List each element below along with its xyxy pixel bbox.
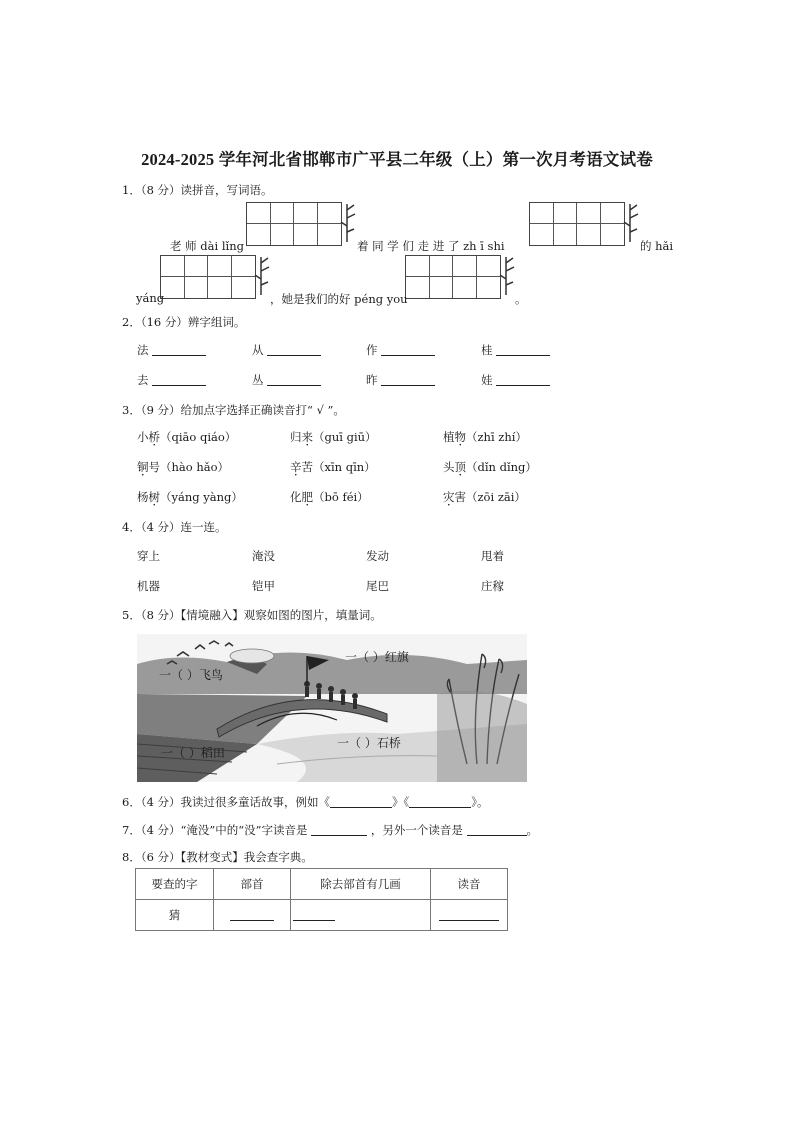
page-title: 2024-2025 学年河北省邯郸市广平县二年级（上）第一次月考语文试卷 — [141, 150, 653, 169]
table-header: 部首 — [214, 869, 291, 900]
q2-char: 法 — [137, 342, 206, 358]
q6-blank-1[interactable] — [330, 806, 392, 808]
question-1-line1-start: 老 师 dài lǐng — [170, 239, 244, 253]
question-1-line2-start: yáng — [136, 291, 165, 305]
q4-word[interactable]: 机器 — [137, 579, 160, 593]
q2-char: 丛 — [252, 372, 321, 388]
bamboo-icon — [623, 202, 639, 242]
q6-blank-2[interactable] — [409, 806, 471, 808]
writing-grid-1[interactable] — [246, 202, 342, 246]
q3-item[interactable]: 灾害（zōi zāi） — [443, 490, 526, 504]
q4-word[interactable]: 甩着 — [481, 549, 504, 563]
table-cell-pinyin[interactable] — [431, 900, 508, 931]
table-cell-radical[interactable] — [214, 900, 291, 931]
scene-illustration — [137, 634, 527, 782]
q3-item[interactable]: 植物（zhī zhí） — [443, 430, 527, 444]
bamboo-icon — [499, 255, 515, 295]
q3-item[interactable]: 头顶（dǐn dǐng） — [443, 460, 537, 474]
table-header: 读音 — [431, 869, 508, 900]
scene-label-flag: 一（ ）红旗 — [345, 650, 409, 664]
bamboo-icon — [340, 202, 356, 242]
q4-word[interactable]: 尾巴 — [366, 579, 389, 593]
bamboo-icon — [254, 255, 270, 295]
table-cell-strokes[interactable] — [291, 900, 431, 931]
question-2-header: 2．（16 分）辨字组词。 — [122, 315, 246, 329]
question-8-header: 8．（6 分）【教材变式】我会查字典。 — [122, 850, 313, 864]
q3-item[interactable]: 归来（guī giū） — [290, 430, 377, 444]
dictionary-table — [135, 868, 508, 931]
question-1-line1-end: 的 hǎi — [640, 239, 674, 253]
q2-char: 去 — [137, 372, 206, 388]
q4-word[interactable]: 淹没 — [252, 549, 275, 563]
writing-grid-4[interactable] — [405, 255, 501, 299]
scene-label-birds: 一（ ）飞鸟 — [159, 668, 223, 682]
table-header: 要查的字 — [136, 869, 214, 900]
q7-blank-1[interactable] — [311, 834, 367, 836]
scene-label-bridge: 一（ ）石桥 — [337, 736, 401, 750]
q3-item[interactable]: 小桥（qiāo qiáo） — [137, 430, 237, 444]
q2-char: 作 — [366, 342, 435, 358]
scene-label-field: 一（ ）稻田 — [161, 746, 225, 760]
question-1-line2-mid: ，她是我们的好 péng you — [270, 292, 408, 306]
q7-blank-2[interactable] — [467, 834, 527, 836]
q3-item[interactable]: 化肥（bō féi） — [290, 490, 369, 504]
q2-char: 从 — [252, 342, 321, 358]
question-7: 7．（4 分）“淹没”中的“没”字读音是 ，另外一个读音是 。 — [122, 823, 539, 837]
q4-word[interactable]: 穿上 — [137, 549, 160, 563]
question-5-header: 5．（8 分）【情境融入】观察如图的图片，填量词。 — [122, 608, 382, 622]
question-6: 6．（4 分）我读过很多童话故事，例如《 》《 》。 — [122, 795, 489, 809]
q2-char: 娃 — [481, 372, 550, 388]
writing-grid-3[interactable] — [160, 255, 256, 299]
table-cell-char: 猜 — [136, 900, 214, 931]
question-1-line1-mid: 着 同 学 们 走 进 了 zh ī shi — [357, 239, 505, 253]
q3-item[interactable]: 杨树（yáng yàng） — [137, 490, 243, 504]
q3-item[interactable]: 辛苦（xīn qīn） — [290, 460, 376, 474]
q4-word[interactable]: 发动 — [366, 549, 389, 563]
q4-word[interactable]: 庄稼 — [481, 579, 504, 593]
table-header: 除去部首有几画 — [291, 869, 431, 900]
q2-char: 昨 — [366, 372, 435, 388]
question-3-header: 3．（9 分）给加点字选择正确读音打“ √ ”。 — [122, 403, 345, 417]
q4-word[interactable]: 铠甲 — [252, 579, 275, 593]
q3-item[interactable]: 铜号（hào hǎo） — [137, 460, 230, 474]
question-1-line2-end: 。 — [515, 292, 527, 306]
question-1-header: 1．（8 分）读拼音，写词语。 — [122, 183, 273, 197]
writing-grid-2[interactable] — [529, 202, 625, 246]
question-4-header: 4．（4 分）连一连。 — [122, 520, 227, 534]
q2-char: 桂 — [481, 342, 550, 358]
